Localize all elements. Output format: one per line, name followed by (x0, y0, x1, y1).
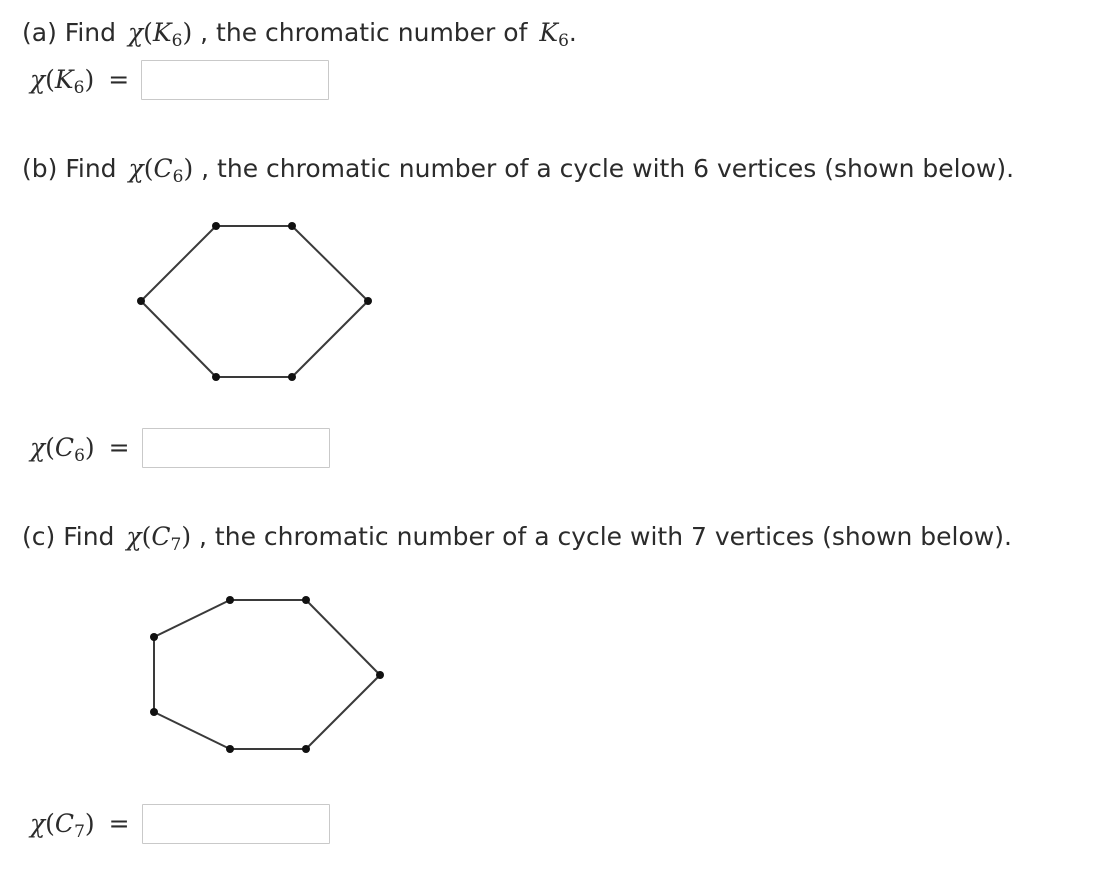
c6-vertex (288, 222, 296, 230)
chi-symbol: χ (30, 65, 46, 94)
c7-vertices (150, 596, 384, 753)
c6-vertex (212, 373, 220, 381)
c6-vertex (212, 222, 220, 230)
chi-symbol: χ (30, 433, 46, 462)
chi-symbol: χ (128, 154, 144, 183)
equals-sign: = (108, 433, 130, 462)
c7-vertex (376, 671, 384, 679)
graph-letter: K (539, 18, 559, 47)
answer-input-a[interactable] (141, 60, 329, 100)
c7-vertex (226, 745, 234, 753)
question-a (22, 18, 577, 51)
question-b-text: , the chromatic number of a cycle with 6 vertices (shown below). (201, 154, 1015, 183)
graph-letter: K (54, 65, 74, 94)
period: . (568, 18, 577, 47)
equals-sign: = (108, 809, 130, 838)
answer-label-b: $\chi(C_6)$ (30, 433, 95, 466)
question-c-prefix: (c) Find (22, 522, 115, 551)
chi-symbol: χ (126, 522, 142, 551)
c7-edge (154, 712, 230, 749)
graph-letter: C (151, 522, 171, 551)
c7-vertex (150, 708, 158, 716)
graph-subscript: 7 (170, 535, 182, 555)
c7-edges (154, 600, 380, 749)
question-b (22, 154, 1015, 187)
chromatic-number-expression-a: $\chi(K_6)$ (128, 18, 193, 51)
graph-subscript: 7 (74, 822, 85, 842)
question-c (22, 522, 1012, 555)
question-c-text: , the chromatic number of a cycle with 7 vertices (shown below). (199, 522, 1012, 551)
c6-edges (141, 226, 368, 377)
c6-edge (292, 226, 368, 301)
chi-symbol: χ (30, 809, 46, 838)
answer-label-c: $\chi(C_7)$ (30, 809, 95, 842)
c7-vertex (302, 745, 310, 753)
question-b-prefix: (b) Find (22, 154, 117, 183)
answer-row-c (30, 804, 330, 844)
answer-row-b (30, 428, 330, 468)
answer-label-a: $\chi(K_6)$ (30, 65, 95, 98)
c7-vertex (302, 596, 310, 604)
graph-letter: C (54, 809, 75, 838)
c6-edge (292, 301, 368, 377)
graph-subscript: 6 (73, 78, 85, 98)
c6-vertex (364, 297, 372, 305)
question-a-prefix: (a) Find (22, 18, 116, 47)
equals-sign: = (108, 65, 130, 94)
graph-subscript: 6 (558, 31, 569, 51)
answer-input-c[interactable] (142, 804, 330, 844)
c6-edge (141, 226, 216, 301)
graph-subscript: 6 (74, 446, 85, 466)
chromatic-number-expression-c: $\chi(C_7)$ (126, 522, 192, 555)
c6-edge (141, 301, 216, 377)
graph-letter: C (153, 154, 173, 183)
c7-vertex (150, 633, 158, 641)
c6-vertices (137, 222, 372, 381)
c7-edge (154, 600, 230, 637)
chromatic-number-expression-b: $\chi(C_6)$ (128, 154, 194, 187)
c7-vertex (226, 596, 234, 604)
graph-letter: K (152, 18, 172, 47)
c6-vertex (137, 297, 145, 305)
question-a-text: , the chromatic number of (200, 18, 528, 47)
c7-edge (306, 675, 380, 749)
graph-letter: C (54, 433, 75, 462)
c7-edge (306, 600, 380, 675)
chi-symbol: χ (128, 18, 144, 47)
graph-subscript: 6 (171, 31, 183, 51)
answer-input-b[interactable] (142, 428, 330, 468)
graph-subscript: 6 (172, 167, 184, 187)
c6-vertex (288, 373, 296, 381)
answer-row-a (30, 60, 329, 100)
graph-name-k6 (539, 18, 569, 51)
